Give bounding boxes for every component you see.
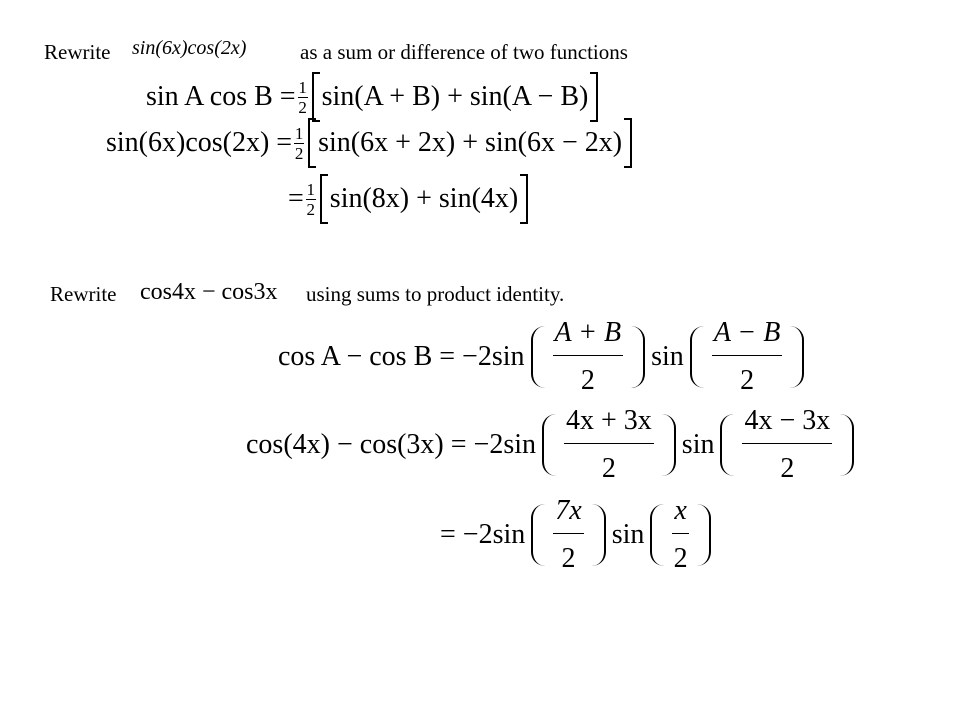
fraction-4x-minus-3x: $\frac{4x - 3x}{2}$ xyxy=(744,404,831,484)
problem2-expression: cos4x − cos3x xyxy=(140,279,278,305)
left-paren xyxy=(720,414,736,476)
sum-to-product-identity xyxy=(278,316,810,396)
step3-lhs: cos(4x) − cos(3x) = −2sin xyxy=(246,429,536,460)
sin-label: sin xyxy=(681,429,715,460)
right-paren xyxy=(695,504,711,566)
fraction-a-plus-b: $\frac{A + B}{2}$ xyxy=(554,316,622,396)
fraction-4x-plus-3x: $\frac{4x + 3x}{2}$ xyxy=(566,404,652,484)
step1-equation xyxy=(106,118,634,168)
step2-lhs: = xyxy=(288,183,304,214)
right-paren xyxy=(629,326,645,388)
problem1-prefix: Rewrite xyxy=(44,40,111,64)
step3-equation xyxy=(246,404,860,484)
right-paren xyxy=(838,414,854,476)
right-paren xyxy=(590,504,606,566)
left-paren xyxy=(531,326,547,388)
fraction-x-over-2: $\frac{x}{2}$ xyxy=(673,494,688,574)
sin-label: sin xyxy=(611,519,645,550)
step2-rhs: sin(8x) + sin(4x) xyxy=(329,183,519,214)
problem2-prefix: Rewrite xyxy=(50,282,117,306)
identity2-lhs: cos A − cos B = −2sin xyxy=(278,341,525,372)
half-fraction: $\frac{1}{2}$ xyxy=(294,123,304,163)
right-bracket xyxy=(624,118,632,168)
left-bracket xyxy=(320,174,328,224)
left-paren xyxy=(542,414,558,476)
sin-label: sin xyxy=(651,341,684,372)
step4-equation xyxy=(440,494,717,574)
step2-equation xyxy=(288,174,530,224)
identity-rhs: sin(A + B) + sin(A − B) xyxy=(321,81,589,112)
half-fraction: $\frac{1}{2}$ xyxy=(306,179,316,219)
left-paren xyxy=(650,504,666,566)
problem1-suffix: as a sum or difference of two functions xyxy=(300,40,628,64)
right-paren xyxy=(788,326,804,388)
step4-lhs: = −2sin xyxy=(440,519,526,550)
fraction-a-minus-b: $\frac{A - B}{2}$ xyxy=(713,316,781,396)
left-paren xyxy=(690,326,706,388)
half-fraction: $\frac{1}{2}$ xyxy=(298,77,307,117)
step1-lhs: sin(6x)cos(2x) = xyxy=(106,127,293,158)
left-bracket xyxy=(312,72,320,122)
product-to-sum-identity xyxy=(146,72,600,122)
step1-rhs: sin(6x + 2x) + sin(6x − 2x) xyxy=(318,127,623,158)
fraction-7x-over-2: $\frac{7x}{2}$ xyxy=(555,494,582,574)
right-paren xyxy=(660,414,676,476)
problem2-suffix: using sums to product identity. xyxy=(306,282,565,306)
identity-lhs: sin A cos B = xyxy=(146,81,296,112)
right-bracket xyxy=(520,174,528,224)
left-bracket xyxy=(308,118,316,168)
left-paren xyxy=(531,504,547,566)
problem1-expression: sin(6x)cos(2x) xyxy=(132,37,247,59)
right-bracket xyxy=(590,72,598,122)
